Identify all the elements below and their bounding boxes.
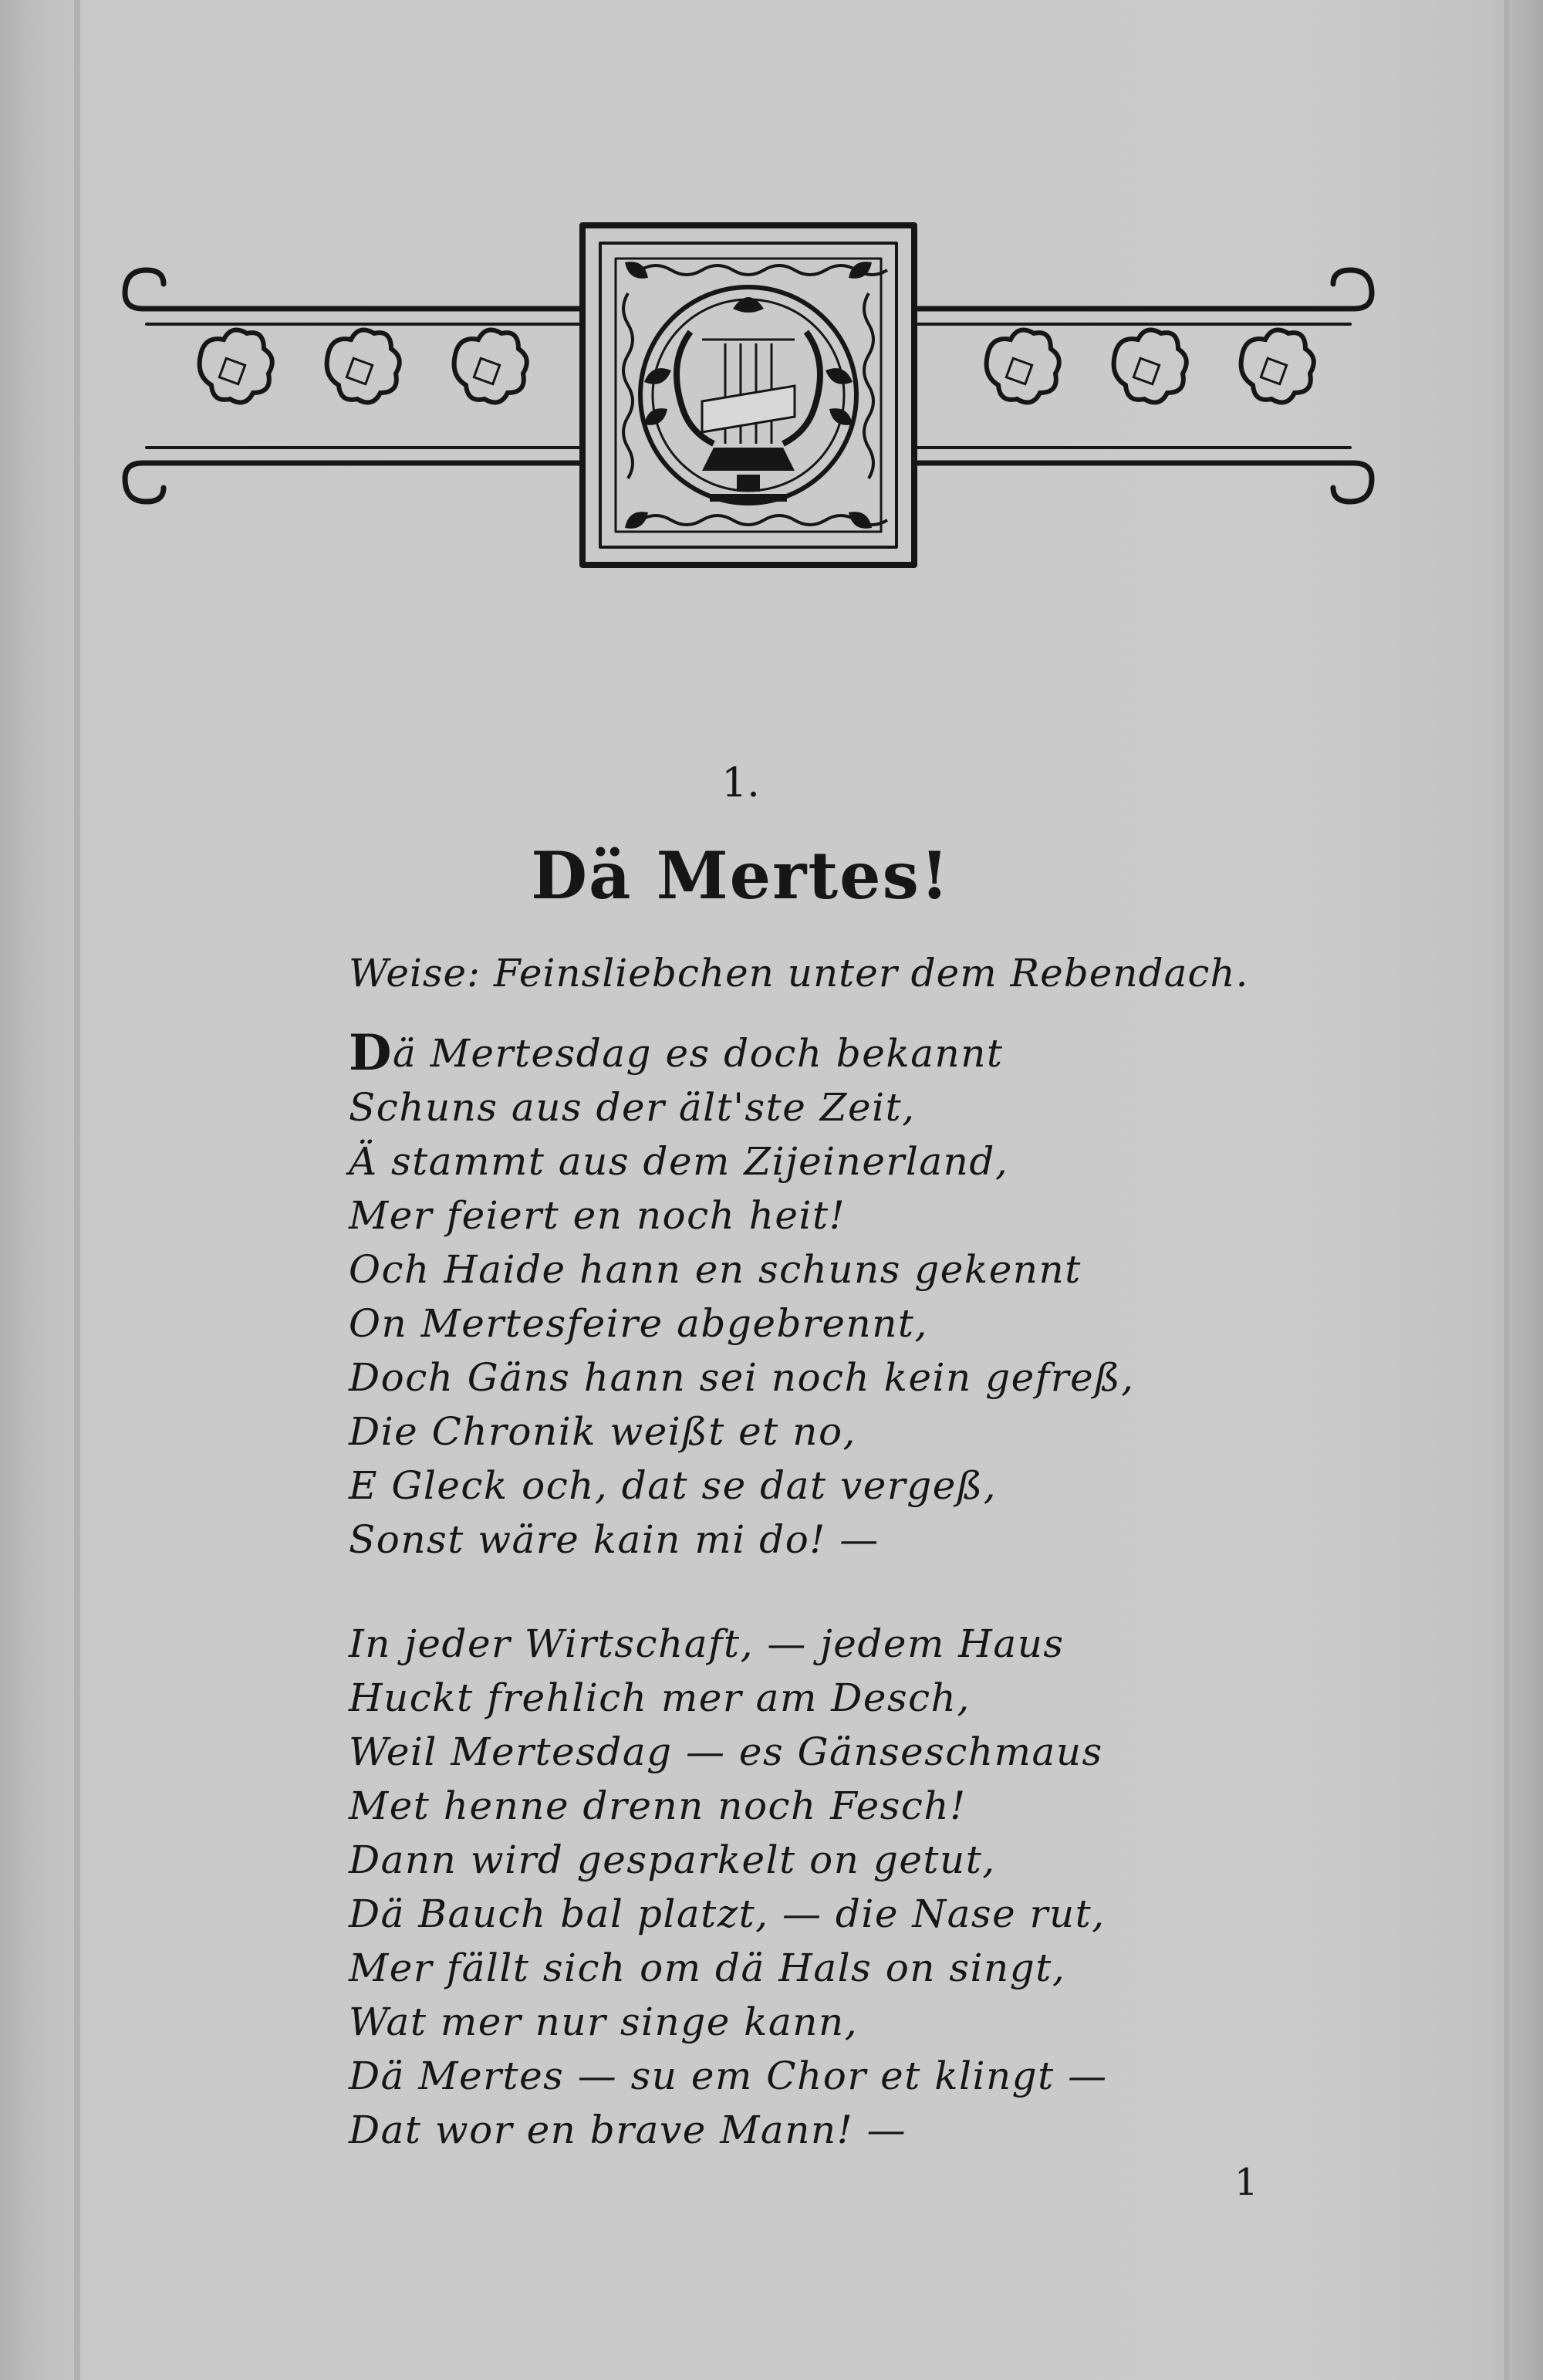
verse-line: In jeder Wirtschaft, — jedem Haus: [349, 1621, 1065, 1666]
verse-line: Mer fällt sich om dä Hals on singt,: [349, 1946, 1066, 1990]
verse-line: Met henne drenn noch Fesch!: [349, 1783, 967, 1828]
verse-line: Dä Bauch bal platzt, — die Nase rut,: [349, 1891, 1106, 1936]
page-number: 1: [1234, 2161, 1258, 2204]
verse-line: Ä stammt aus dem Zijeinerland,: [349, 1139, 1009, 1184]
verse-line: Sonst wäre kain mi do! —: [349, 1517, 880, 1562]
verse-line: Dä Mertes — su em Chor et klingt —: [349, 2054, 1108, 2098]
verse-line: On Mertesfeire abgebrennt,: [349, 1301, 928, 1346]
page-edge-shadow: [1504, 0, 1509, 2380]
verse-line: Och Haide hann en schuns gekennt: [349, 1247, 1082, 1292]
verse-line: Mer feiert en noch heit!: [349, 1193, 846, 1238]
verse-line: Schuns aus der ält'ste Zeit,: [349, 1085, 916, 1130]
verse-line: E Gleck och, dat se dat vergeß,: [349, 1463, 998, 1508]
song-title: Dä Mertes!: [531, 837, 950, 914]
song-number: 1.: [721, 760, 760, 806]
stanza-1: [349, 1026, 1135, 1567]
verse-line: Dann wird gesparkelt on getut,: [349, 1837, 996, 1882]
verse-line: Dä Mertesdag es doch bekannt: [349, 1024, 1004, 1082]
page-gutter-shadow: [74, 0, 80, 2380]
verse-line: Die Chronik weißt et no,: [349, 1409, 856, 1454]
verse-line: Huckt frehlich mer am Desch,: [349, 1675, 971, 1720]
verse-line: Wat mer nur singe kann,: [349, 2000, 859, 2044]
verse-line: Dat wor en brave Mann! —: [349, 2108, 907, 2152]
verse-line: Weil Mertesdag — es Gänseschmaus: [349, 1729, 1103, 1774]
drop-cap-initial: D: [349, 1024, 393, 1082]
melody-note: Weise: Feinsliebchen unter dem Rebendach.: [349, 951, 1249, 996]
header-ornament: [116, 216, 1381, 579]
stanza-2: [349, 1617, 1108, 2157]
verse-line: Doch Gäns hann sei noch kein gefreß,: [349, 1355, 1135, 1400]
